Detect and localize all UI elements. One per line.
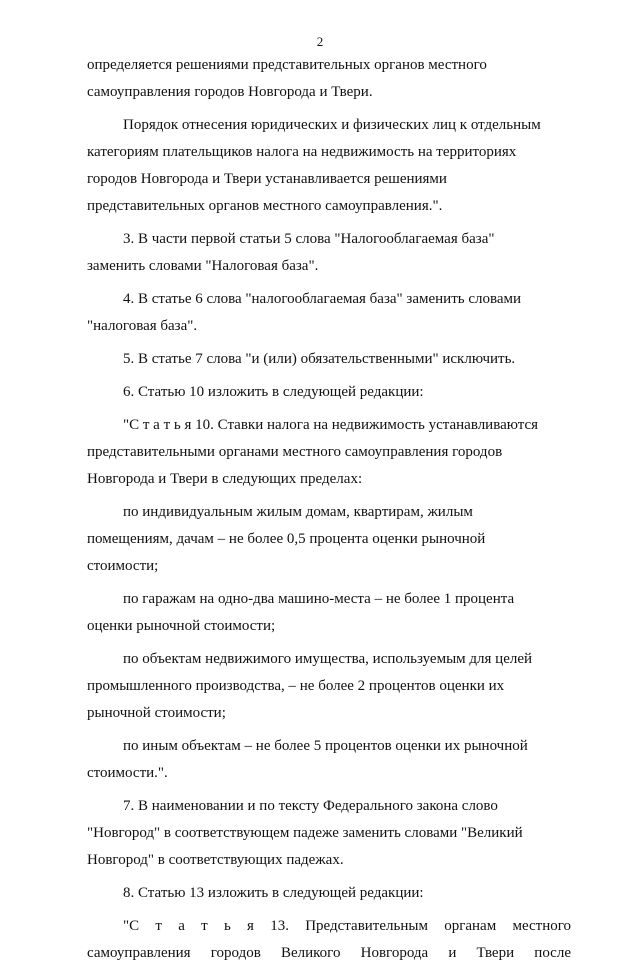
paragraph-7: "С т а т ь я 10. Ставки налога на недвижимость устанавливаются представительными органами местного самоуправления городов Новгорода и Твери в следующих пределах: [87, 417, 539, 487]
paragraph-11: по иным объектам – не более 5 процентов оценки их рыночной стоимости.". [87, 738, 528, 781]
paragraph-1: определяется решениями представительных органов местного самоуправления городов Новгорода и Твери. [87, 57, 487, 100]
paragraph-12: 7. В наименовании и по тексту Федерального закона слово "Новгород" в соответствующем падеже заменить словами "Великий Новгород" в соответствующих падежах. [87, 798, 523, 868]
document-body [87, 52, 571, 973]
paragraph-6: 6. Статью 10 изложить в следующей редакции: [123, 384, 424, 400]
paragraph-13: 8. Статью 13 изложить в следующей редакции: [123, 885, 424, 901]
paragraph-8: по индивидуальным жилым домам, квартирам, жилым помещениям, дачам – не более 0,5 процента оценки рыночной стоимости; [87, 504, 486, 574]
paragraph-14: "С т а т ь я 13. Представительным органам местного самоуправления городов Великого Новгорода и Твери после [87, 918, 571, 961]
paragraph-5: 5. В статье 7 слова "и (или) обязательственными" исключить. [123, 351, 516, 367]
paragraph-10: по объектам недвижимого имущества, используемым для целей промышленного производства, – не более 2 процентов оценки их рыночной стоимости; [87, 651, 533, 721]
paragraph-9: по гаражам на одно-два машино-места – не более 1 процента оценки рыночной стоимости; [87, 591, 515, 634]
paragraph-4: 4. В статье 6 слова "налогооблагаемая база" заменить словами "налоговая база". [87, 291, 522, 334]
page-number: 2 [316, 34, 324, 49]
paragraph-2: Порядок отнесения юридических и физических лиц к отдельным категориям плательщиков налога на недвижимость на территориях городов Новгорода и Твери устанавливается решениями представительных органов местного самоуправления.". [87, 117, 541, 214]
paragraph-3: 3. В части первой статьи 5 слова "Налогооблагаемая база" заменить словами "Налоговая база". [87, 231, 495, 274]
